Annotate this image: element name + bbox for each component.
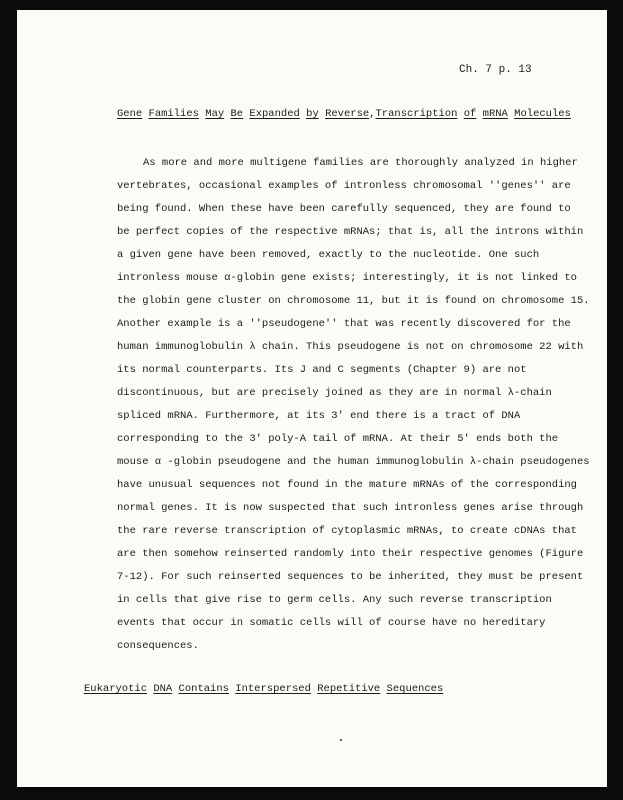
heading-word: Eukaryotic <box>84 683 148 695</box>
paragraph-line: be perfect copies of the respective mRNAs; that is, all the introns within <box>117 226 584 238</box>
paragraph-line: have unusual sequences not found in the mature mRNAs of the corresponding <box>117 479 577 491</box>
paragraph-line: discontinuous, but are precisely joined as they are in normal λ-chain <box>117 387 552 399</box>
page-number: Ch. 7 p. 13 <box>459 64 532 76</box>
paragraph-line: As more and more multigene families are thoroughly analyzed in higher <box>143 157 578 169</box>
paragraph-line: intronless mouse α-globin gene exists; interestingly, it is not linked to <box>117 272 577 284</box>
paragraph-line: consequences. <box>117 640 199 652</box>
heading-word: Reverse <box>325 108 370 120</box>
heading-word: mRNA <box>482 108 508 120</box>
heading-word: Families <box>148 108 199 120</box>
paragraph-line: events that occur in somatic cells will of course have no hereditary <box>117 617 546 629</box>
stray-ink-dot <box>340 739 342 741</box>
section-heading-repetitive-sequences <box>84 683 443 695</box>
paragraph-line: human immunoglobulin λ chain. This pseudogene is not on chromosome 22 with <box>117 341 584 353</box>
paragraph-line: the rare reverse transcription of cytoplasmic mRNAs, to create cDNAs that <box>117 525 577 537</box>
paragraph-line: normal genes. It is now suspected that such intronless genes arise through <box>117 502 584 514</box>
paragraph-line: vertebrates, occasional examples of intronless chromosomal ''genes'' are <box>117 180 571 192</box>
heading-word: Be <box>230 108 244 120</box>
paragraph-line: spliced mRNA. Furthermore, at its 3′ end there is a tract of DNA <box>117 410 521 422</box>
paragraph-line: a given gene have been removed, exactly to the nucleotide. One such <box>117 249 540 261</box>
heading-word: Contains <box>178 683 229 695</box>
heading-word: DNA <box>153 683 173 695</box>
heading-word: Sequences <box>386 683 444 695</box>
heading-word: Gene <box>117 108 143 120</box>
heading-word: Molecules <box>514 108 571 120</box>
paragraph-line: 7-12). For such reinserted sequences to be inherited, they must be present <box>117 571 584 583</box>
paragraph-line: corresponding to the 3′ poly-A tail of mRNA. At their 5′ ends both the <box>117 433 559 445</box>
paragraph-line: are then somehow reinserted randomly into their respective genomes (Figure <box>117 548 584 560</box>
paragraph-line: being found. When these have been carefully sequenced, they are found to <box>117 203 571 215</box>
section-heading-reverse-transcription: Gene Families May Be Expanded by Reverse,Transcription of mRNA Molecules <box>117 108 571 120</box>
heading-word: May <box>205 108 225 120</box>
document-page <box>17 10 607 787</box>
paragraph-line: in cells that give rise to germ cells. Any such reverse transcription <box>117 594 552 606</box>
heading-word: Repetitive <box>317 683 381 695</box>
heading-word: Interspersed <box>235 683 311 695</box>
paragraph-line: Another example is a ''pseudogene'' that was recently discovered for the <box>117 318 571 330</box>
paragraph-line: mouse α -globin pseudogene and the human immunoglobulin λ-chain pseudogenes <box>117 456 590 468</box>
heading-word: of <box>463 108 477 120</box>
paragraph-line: its normal counterparts. Its J and C segments (Chapter 9) are not <box>117 364 527 376</box>
heading-word: Expanded <box>249 108 300 120</box>
heading-word: by <box>306 108 319 120</box>
paragraph-line: the globin gene cluster on chromosome 11, but it is found on chromosome 15. <box>117 295 590 307</box>
heading-word: Transcription <box>375 108 458 120</box>
